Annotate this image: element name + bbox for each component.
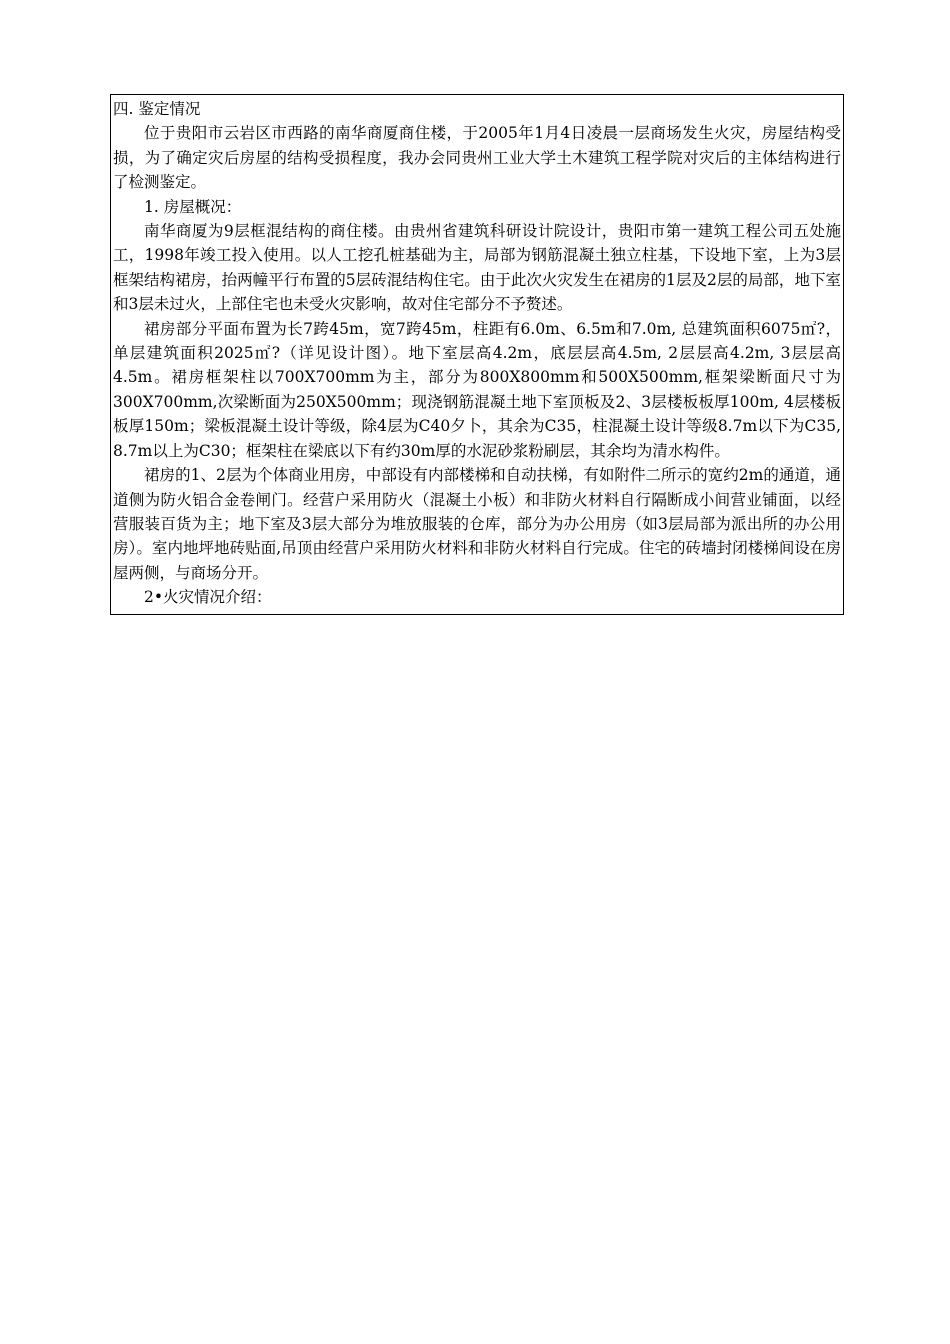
paragraph-building-structure: 南华商厦为9层框混结构的商住楼。由贵州省建筑科研设计院设计，贵阳市第一建筑工程公司五处施工，1998年竣工投入使用。以人工挖孔桩基础为主，局部为钢筋混凝土独立柱基，下设地下室，上为3层框架结构裙房，抬两幢平行布置的5层砖混结构住宅。由于此次火灾发生在裙房的1层及2层的局部，地下室和3层未过火，上部住宅也未受火灾影响，故对住宅部分不予赘述。: [113, 222, 841, 314]
section-title: 四. 鉴定情况: [113, 100, 201, 118]
paragraph-intro: 位于贵阳市云岩区市西路的南华商厦商住楼，于2005年1月4日凌晨一层商场发生火灾，房屋结构受损，为了确定灾后房屋的结构受损程度，我办会同贵州工业大学土木建筑工程学院对灾后的主体结构进行了检测鉴定。: [113, 124, 841, 192]
paragraph-podium-usage: 裙房的1、2层为个体商业用房，中部设有内部楼梯和自动扶梯，有如附件二所示的宽约2m的通道，通道侧为防火铝合金卷闸门。经营户采用防火（混凝土小板）和非防火材料自行隔断成小间营业铺面，以经营服装百货为主；地下室及3层大部分为堆放服装的仓库，部分为办公用房（如3层局部为派出所的办公用房）。室内地坪地砖贴面,吊顶由经营户采用防火材料和非防火材料自行完成。住宅的砖墙封闭楼梯间设在房屋两侧，与商场分开。: [113, 466, 841, 582]
subheading-fire-introduction: 2•火灾情况介绍：: [144, 588, 272, 607]
document-frame: [110, 94, 844, 615]
subheading-building-overview: 1. 房屋概况：: [144, 197, 242, 216]
paragraph-podium-layout: 裙房部分平面布置为长7跨45m，宽7跨45m，柱距有6.0m、6.5m和7.0m, 总建筑面积6075㎡?，单层建筑面积2025㎡?（详见设计图）。地下室层高4.2m，底层层高4.5m, 2层层高4.2m, 3层层高4.5m。裙房框架柱以700X700mm为主，部分为800X800mm和500X500mm,框架梁断面尺寸为300X700mm,次梁断面为250X500mm；现浇钢筋混凝土地下室顶板及2、3层楼板板厚100m, 4层楼板板厚150m；梁板混凝土设计等级，除4层为C40夕卜，其余为C35，柱混凝土设计等级8.7m以下为C35, 8.7m以上为C30；框架柱在梁底以下有约30m厚的水泥砂浆粉刷层，其余均为清水构件。: [113, 319, 841, 460]
